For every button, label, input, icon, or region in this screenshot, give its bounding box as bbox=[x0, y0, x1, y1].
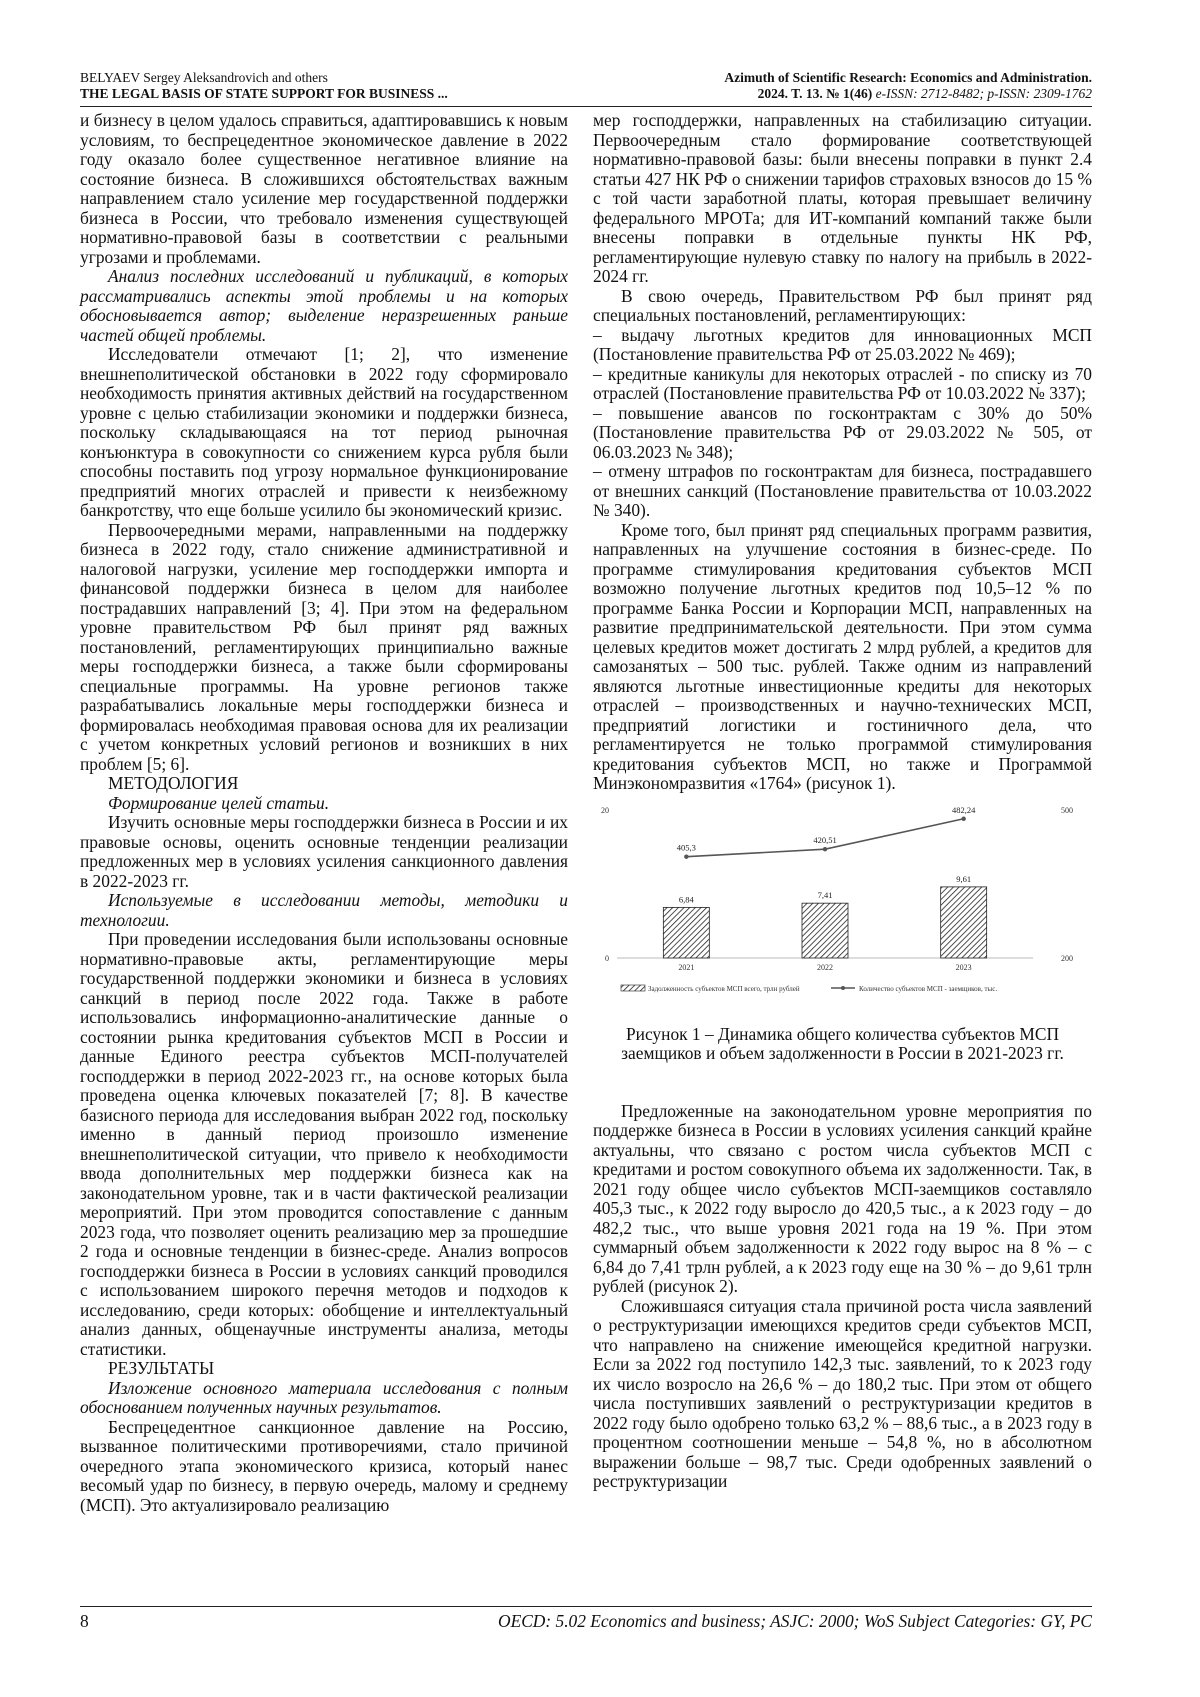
paragraph: В свою очередь, Правительством РФ был принят ряд специальных постановлений, регламентирующих: bbox=[593, 285, 1092, 325]
legend-line-label: Количество субъектов МСП - заемщиков, тыс. bbox=[859, 984, 998, 993]
bar-2022 bbox=[802, 903, 848, 958]
paragraph: Исследователи отмечают [1; 2], что изменение внешнеполитической обстановки в 2022 году сформировало необходимость принятия активных действий на государственном уровне с целью стабилизации экономики и поддержки бизнеса, поскольку складывающаяся на тот период рыночная конъюнктура в совокупности со снижением курса рубля были способны поставить под угрозу нормальное функционирование предприятий многих отраслей и привести к неизбежному банкротству, что еще больше усилило бы экономический кризис. bbox=[80, 344, 568, 520]
header-left bbox=[80, 70, 448, 102]
left-axis-tick: 0 bbox=[605, 953, 609, 963]
category-label: 2022 bbox=[817, 962, 833, 972]
classification-codes: OECD: 5.02 Economics and business; ASJC: 2000; WoS Subject Categories: GY, PC bbox=[498, 1611, 1092, 1631]
section-heading-results: РЕЗУЛЬТАТЫ bbox=[108, 1358, 215, 1378]
bar-label: 9,61 bbox=[956, 873, 972, 884]
legend-bar-swatch bbox=[621, 985, 645, 991]
header-right bbox=[724, 70, 1092, 102]
right-column bbox=[593, 111, 1092, 1492]
bar-2023 bbox=[941, 886, 987, 957]
paragraph: и бизнесу в целом удалось справиться, адаптировавшись к новым условиям, то беспрецедентное экономическое давление в 2022 году оказало более существенное негативное влияние на состояние бизнеса. В сложившихся обстоятельствах важным направлением стало усиление мер государственной поддержки бизнеса в России, что требовало изменения существующей нормативно-правовой базы в соответствии с реальными угрозами и проблемами. bbox=[80, 110, 568, 267]
paragraph-italic: Используемые в исследовании методы, методики и технологии. bbox=[80, 890, 568, 930]
figure-caption: Рисунок 1 – Динамика общего количества субъектов МСП заемщиков и объем задолженности в России в 2021-2023 гг. bbox=[621, 1023, 1064, 1063]
bar-2021 bbox=[663, 907, 709, 958]
list-item: – отмену штрафов по госконтрактам для бизнеса, пострадавшего от внешних санкций (Постановление правительства от 10.03.2022 № 340). bbox=[593, 461, 1092, 520]
running-footer bbox=[80, 1606, 1092, 1629]
header-title: THE LEGAL BASIS OF STATE SUPPORT FOR BUSINESS ... bbox=[80, 86, 448, 101]
list-item: – выдачу льготных кредитов для инновационных МСП (Постановление правительства РФ от 25.03.2022 № 469); bbox=[593, 324, 1092, 364]
header-authors: BELYAEV Sergey Aleksandrovich and others bbox=[80, 70, 328, 85]
header-issue: 2024. T. 13. № 1(46) e-ISSN: 2712-8482; p-ISSN: 2309-1762 bbox=[757, 86, 1092, 101]
paragraph: Изучить основные меры господдержки бизнеса в России и их правовые основы, оценить основные тенденции реализации предложенных мер в условиях усиления санкционного давления в 2022-2023 гг. bbox=[80, 812, 568, 891]
right-axis-tick: 500 bbox=[1061, 805, 1073, 815]
header-journal: Azimuth of Scientific Research: Economics and Administration. bbox=[724, 70, 1092, 85]
left-column bbox=[80, 111, 568, 1515]
legend-bar-label: Задолженность субъектов МСП всего, трлн рублей bbox=[648, 984, 800, 993]
line-point-2023 bbox=[961, 816, 965, 820]
paragraph-italic: Изложение основного материала исследования с полным обоснованием полученных научных результатов. bbox=[80, 1377, 568, 1417]
right-axis-tick: 200 bbox=[1061, 953, 1073, 963]
msp-chart bbox=[593, 800, 1092, 1015]
section-heading-methodology: МЕТОДОЛОГИЯ bbox=[108, 773, 239, 793]
legend-line-marker bbox=[841, 986, 845, 990]
figure-1 bbox=[593, 800, 1092, 1064]
paragraph-italic: Анализ последних исследований и публикаций, в которых рассматривались аспекты этой проблемы и на которых обосновывается автор; выделение неразрешенных раньше частей общей проблемы. bbox=[80, 266, 568, 345]
paragraph: Кроме того, был принят ряд специальных программ развития, направленных на улучшение состояния в бизнес-среде. По программе стимулирования кредитования субъектов МСП возможно получение льготных кредитов под 10,5–12 % по программе Банка России и Корпорации МСП, направленных на развитие предпринимательской деятельности. При этом сумма целевых кредитов может достигать 2 млрд рублей, а кредитов для самозанятых – 500 тыс. рублей. Также одним из направлений являются льготные инвестиционные кредиты для некоторых отраслей – производственных и научно-технических МСП, предприятий логистики и гостиничного дела, что регламентируется не только программой стимулирования кредитования субъектов МСП, но также и Программой Минэкономразвития «1764» (рисунок 1). bbox=[593, 519, 1092, 793]
left-axis-tick: 20 bbox=[601, 805, 609, 815]
list-item: – повышение авансов по госконтрактам с 30% до 50% (Постановление правительства РФ от 29.03.2022 № 505, от 06.03.2023 № 348); bbox=[593, 402, 1092, 462]
running-header bbox=[80, 70, 1092, 107]
list-item: – кредитные каникулы для некоторых отраслей - по списку из 70 отраслей (Постановление правительства РФ от 10.03.2022 № 337); bbox=[593, 363, 1092, 403]
paragraph: Беспрецедентное санкционное давление на Россию, вызванное политическими противоречиями, стало причиной очередного этапа экономического кризиса, который нанес весомый удар по бизнесу, в первую очередь, малому и среднему (МСП). Это актуализировало реализацию bbox=[80, 1416, 568, 1515]
paragraph: мер господдержки, направленных на стабилизацию ситуации. Первоочередным стало формирование соответствующей нормативно-правовой базы: были внесены поправки в пункт 2.4 статьи 427 НК РФ о снижении тарифов страховых взносов до 15 % с той части заработной платы, которая превышает величину федерального МРОТа; для ИТ-компаний компаний также были внесены поправки в отдельные пункты НК РФ, регламентирующие нулевую ставку по налогу на прибыль в 2022-2024 гг. bbox=[593, 110, 1092, 286]
paragraph-italic: Формирование целей статьи. bbox=[108, 792, 330, 813]
line-label: 405,3 bbox=[676, 842, 696, 853]
bar-label: 7,41 bbox=[817, 889, 833, 900]
line-label: 420,51 bbox=[813, 834, 837, 845]
category-label: 2023 bbox=[955, 962, 972, 972]
paragraph: Сложившаяся ситуация стала причиной роста числа заявлений о реструктуризации имеющихся кредитов среди субъектов МСП, что направлено на снижение имеющейся кредитной нагрузки. Если за 2022 год поступило 142,3 тыс. заявлений, то к 2023 году их число возросло на 26,6 % – до 180,2 тыс. При этом от общего числа поступивших заявлений о реструктуризации кредитов в 2022 году было одобрено только 63,2 % – 88,6 тыс., а в 2023 году в процентном соотношении меньше – 54,8 %, но в абсолютном выражении больше – 98,7 тыс. Среди одобренных заявлений о реструктуризации bbox=[593, 1295, 1092, 1491]
category-label: 2021 bbox=[678, 962, 695, 972]
paragraph: Первоочередными мерами, направленными на поддержку бизнеса в 2022 году, стало снижение административной и налоговой нагрузки, усиление мер господдержки импорта и финансовой поддержки бизнеса в целом для наиболее пострадавших направлений [3; 4]. При этом на федеральном уровне правительством РФ был принят ряд важных постановлений, регламентирующих принципиально важные меры господдержки бизнеса, а также были сформированы специальные программы. На уровне регионов также разрабатывались локальные меры господдержки бизнеса и формировалась необходимая правовая основа для их реализации с учетом конкретных условий регионов и возникших в них проблем [5; 6]. bbox=[80, 519, 568, 774]
line-point-2021 bbox=[684, 854, 688, 858]
line-point-2022 bbox=[823, 847, 827, 851]
page-number: 8 bbox=[80, 1611, 89, 1631]
bar-label: 6,84 bbox=[678, 893, 694, 904]
line-label: 482,24 bbox=[951, 804, 976, 815]
paragraph: Предложенные на законодательном уровне мероприятия по поддержке бизнеса в России в условиях усиления санкций крайне актуальны, что связано с ростом числа субъектов МСП с кредитами и ростом совокупного объема их задолженности. Так, в 2021 году общее число субъектов МСП-заемщиков составляло 405,3 тыс., к 2022 году выросло до 420,5 тыс., а к 2023 году – до 482,2 тыс., что выше уровня 2021 года на 19 %. При этом суммарный объем задолженности к 2022 году вырос на 8 % – с 6,84 до 7,41 трлн рублей, а к 2023 году еще на 30 % – до 9,61 трлн рублей (рисунок 2). bbox=[593, 1100, 1092, 1296]
paragraph: При проведении исследования были использованы основные нормативно-правовые акты, регламентирующие меры государственной поддержки экономики и бизнеса в условиях санкций в период после 2022 года. Также в работе использовались информационно-аналитические данные о состоянии рынка кредитования субъектов МСП в России и данные Единого реестра субъектов МСП-получателей господдержки в период 2022-2023 гг., на основе которых была проведена оценка ключевых показателей [7; 8]. В качестве базисного периода для исследования выбран 2022 год, поскольку именно в данный период произошло изменение внешнеполитической ситуации, что привело к необходимости ввода дополнительных мер поддержки бизнеса как на законодательном уровне, так и в части фактической реализации мероприятий. При этом проводится сопоставление с данным 2023 года, что позволяет оценить реализацию мер за прошедшие 2 года и основные тенденции в бизнес-среде. Анализ вопросов господдержки бизнеса в России в условиях санкций проводился с использованием широкого перечня методов и подходов к исследованию, среди которых: обобщение и интеллектуальный анализ данных, общенаучные инструменты анализа, методы статистики. bbox=[80, 929, 568, 1359]
